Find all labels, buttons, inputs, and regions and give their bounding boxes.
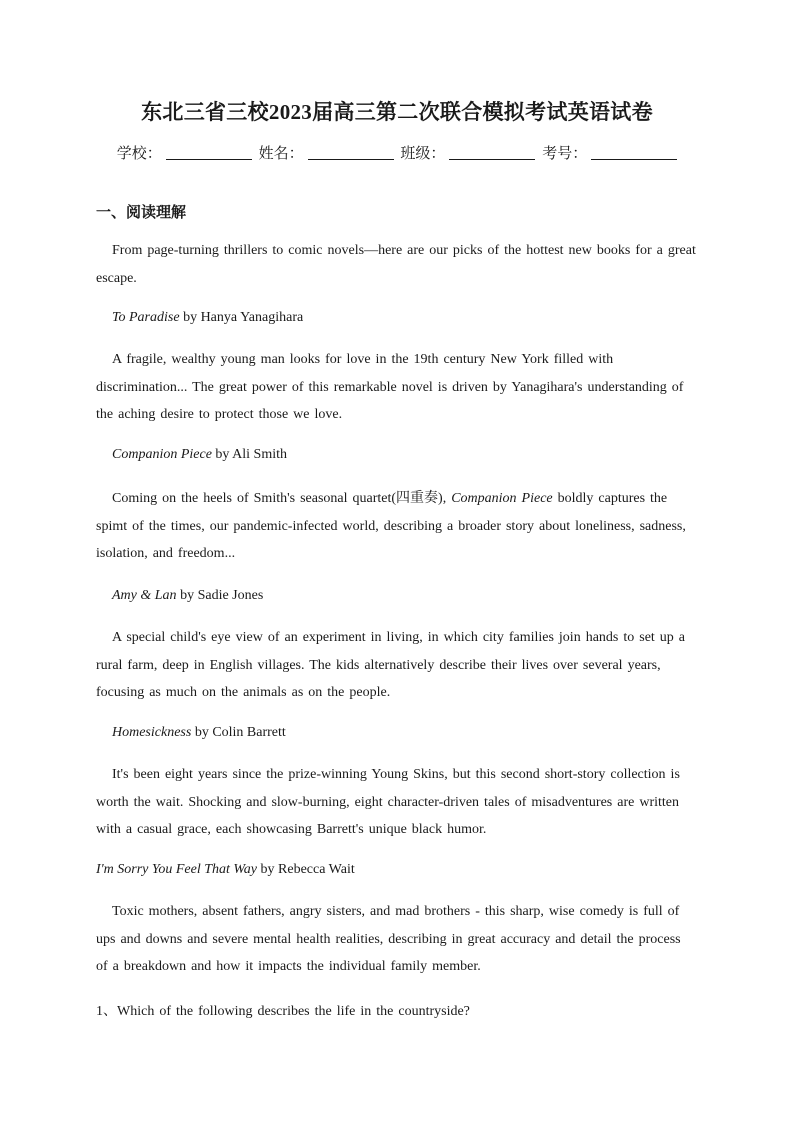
book-description: Toxic mothers, absent fathers, angry sisters, and mad brothers - this sharp, wise comedy is full of ups and downs and severe mental health realities, describing in great accuracy and detail the process of a breakdown and how it impacts the individual family member. [96, 904, 681, 974]
question-number: 1、 [96, 1004, 117, 1019]
book-title-line [112, 588, 263, 604]
book-title: Homesickness [112, 725, 192, 740]
name-field[interactable]: 姓名： [259, 142, 394, 163]
book-description: It's been eight years since the prize-winning Young Skins, but this second short-story collection is worth the wait. Shocking and slow-burning, eight character-driven tales of misadventures are written with a casual grace, each showcasing Barrett's unique black humor. [96, 767, 680, 837]
book-byline: by Colin Barrett [191, 725, 286, 740]
book-title-line [96, 862, 355, 878]
name-blank[interactable] [308, 145, 394, 160]
class-field[interactable]: 班级： [400, 142, 535, 163]
student-info-row [0, 142, 794, 163]
school-field[interactable]: 学校： [117, 142, 252, 163]
book-description: A special child's eye view of an experiment in living, in which city families join hands to set up a rural farm, deep in English villages. The kids alternatively describe their lives over several years, focusing as much on the animals as on the people. [96, 630, 686, 700]
book-title-line [112, 310, 303, 326]
book-byline: by Rebecca Wait [257, 862, 355, 877]
exam-title: 东北三省三校2023届高三第二次联合模拟考试英语试卷 [141, 100, 653, 124]
book-title: I'm Sorry You Feel That Way [96, 862, 258, 877]
book-byline: by Hanya Yanagihara [179, 310, 304, 325]
question-1 [96, 1000, 470, 1020]
question-text: Which of the following describes the life in the countryside? [117, 1004, 470, 1019]
book-title: To Paradise [112, 310, 180, 325]
intro-paragraph: From page-turning thrillers to comic novels—here are our picks of the hottest new books for a great escape. [96, 243, 696, 286]
exam-number-field[interactable]: 考号： [542, 142, 677, 163]
exam-number-blank[interactable] [591, 145, 677, 160]
book-title-line [112, 447, 287, 463]
school-blank[interactable] [166, 145, 252, 160]
book-description: A fragile, wealthy young man looks for love in the 19th century New York filled with discrimination... The great power of this remarkable novel is driven by Yanagihara's understanding of the aching desire to protect those we love. [96, 352, 684, 422]
book-byline: by Ali Smith [211, 447, 287, 462]
book-title: Companion Piece [112, 447, 212, 462]
section-heading: 一、阅读理解 [96, 203, 187, 221]
class-blank[interactable] [449, 145, 535, 160]
book-title: Amy & Lan [112, 588, 177, 603]
book-title-line [112, 725, 286, 741]
book-byline: by Sadie Jones [176, 588, 264, 603]
book-description: Coming on the heels of Smith's seasonal quartet(四重奏), Companion Piece boldly captures the spimt of the times, our pandemic-infected world, describing a broader story about loneliness, sadness, isolation, and freedom... [96, 491, 686, 561]
